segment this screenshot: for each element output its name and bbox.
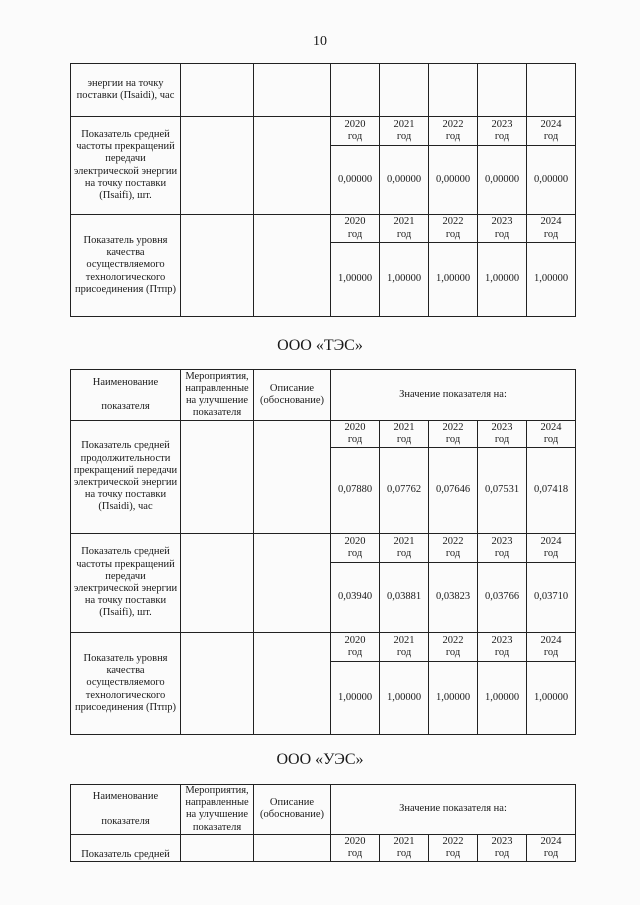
value-cell: 0,00000 [429,146,478,215]
year-cell: 2022 год [429,421,478,448]
table-row [71,117,576,146]
indicator-name: Показатель уровня качества осуществляемого технологического присоединения (Птпр) [71,215,181,317]
ues-indicators-table [70,784,576,862]
value-cell: 1,00000 [478,243,527,317]
year-cell: 2022 год [429,215,478,243]
tes-indicators-table [70,369,576,735]
year-cell: 2020 год [331,534,380,563]
col-header-name: Наименование показателя [71,370,181,421]
year-cell: 2023 год [478,534,527,563]
description-cell [254,64,331,117]
value-cell: 1,00000 [527,662,576,735]
value-cell: 0,00000 [380,146,429,215]
value-cell: 0,03940 [331,563,380,633]
indicator-name: Показатель средней частоты прекращений передачи электрической энергии на точку поставки (Пsaifi), шт. [71,117,181,215]
year-cell: 2022 год [429,834,478,861]
col-header-measures: Мероприятия, направленные на улучшение показателя [181,370,254,421]
value-cell: 1,00000 [331,243,380,317]
indicator-name: энергии на точку поставки (Пsaidi), час [71,64,181,117]
col-header-value: Значение показателя на: [331,785,576,835]
indicator-name: Показатель средней продолжительности прекращений передачи электрической энергии на точку поставки (Пsaidi), час [71,421,181,534]
col-header-value: Значение показателя на: [331,370,576,421]
value-cell: 1,00000 [331,662,380,735]
year-cell: 2022 год [429,117,478,146]
year-cell: 2021 год [380,215,429,243]
year-cell: 2021 год [380,633,429,662]
year-cell: 2022 год [429,633,478,662]
col-header-description: Описание (обоснование) [254,370,331,421]
year-cell: 2024 год [527,633,576,662]
col-header-measures: Мероприятия, направленные на улучшение показателя [181,785,254,835]
year-cell: 2020 год [331,633,380,662]
year-cell: 2020 год [331,421,380,448]
year-cell: 2024 год [527,421,576,448]
col-header-name: Наименование показателя [71,785,181,835]
table-row [71,633,576,662]
year-cell: 2023 год [478,215,527,243]
year-cell: 2020 год [331,834,380,861]
indicator-name: Показатель уровня качества осуществляемого технологического присоединения (Птпр) [71,633,181,735]
year-cell: 2021 год [380,117,429,146]
value-cell: 1,00000 [478,662,527,735]
table-row [71,64,576,117]
year-cell: 2021 год [380,534,429,563]
year-cell: 2021 год [380,834,429,861]
value-cell: 1,00000 [380,662,429,735]
table-row [71,534,576,563]
col-header-description: Описание (обоснование) [254,785,331,835]
year-cell: 2020 год [331,117,380,146]
year-cell: 2020 год [331,215,380,243]
year-cell: 2023 год [478,421,527,448]
value-cell: 0,07880 [331,448,380,534]
value-cell: 1,00000 [527,243,576,317]
table-header-row [71,785,576,835]
value-cell: 0,03881 [380,563,429,633]
section-title-tes: ООО «ТЭС» [277,337,363,354]
year-cell: 2023 год [478,633,527,662]
value-cell: 0,00000 [478,146,527,215]
value-cell: 0,00000 [331,146,380,215]
value-cell: 0,00000 [527,146,576,215]
value-cell: 0,03823 [429,563,478,633]
value-cell: 0,03766 [478,563,527,633]
value-cell: 0,03710 [527,563,576,633]
value-cell: 0,07762 [380,448,429,534]
top-indicators-table [70,63,576,317]
page-number: 10 [313,34,327,49]
value-cell: 0,07418 [527,448,576,534]
year-cell: 2023 год [478,834,527,861]
year-cell: 2024 год [527,534,576,563]
measures-cell [181,64,254,117]
indicator-name: Показатель средней [71,834,181,861]
value-cell: 1,00000 [429,662,478,735]
table-row [71,421,576,448]
value-cell: 1,00000 [429,243,478,317]
table-row [71,834,576,861]
year-cell: 2021 год [380,421,429,448]
table-header-row [71,370,576,421]
value-cell: 1,00000 [380,243,429,317]
value-cell: 0,07646 [429,448,478,534]
value-cell: 0,07531 [478,448,527,534]
table-row [71,215,576,243]
section-title-ues: ООО «УЭС» [276,751,364,768]
year-cell: 2024 год [527,834,576,861]
year-cell: 2024 год [527,117,576,146]
year-cell: 2022 год [429,534,478,563]
indicator-name: Показатель средней частоты прекращений передачи электрической энергии на точку поставки (Пsaifi), шт. [71,534,181,633]
year-cell: 2024 год [527,215,576,243]
year-cell: 2023 год [478,117,527,146]
